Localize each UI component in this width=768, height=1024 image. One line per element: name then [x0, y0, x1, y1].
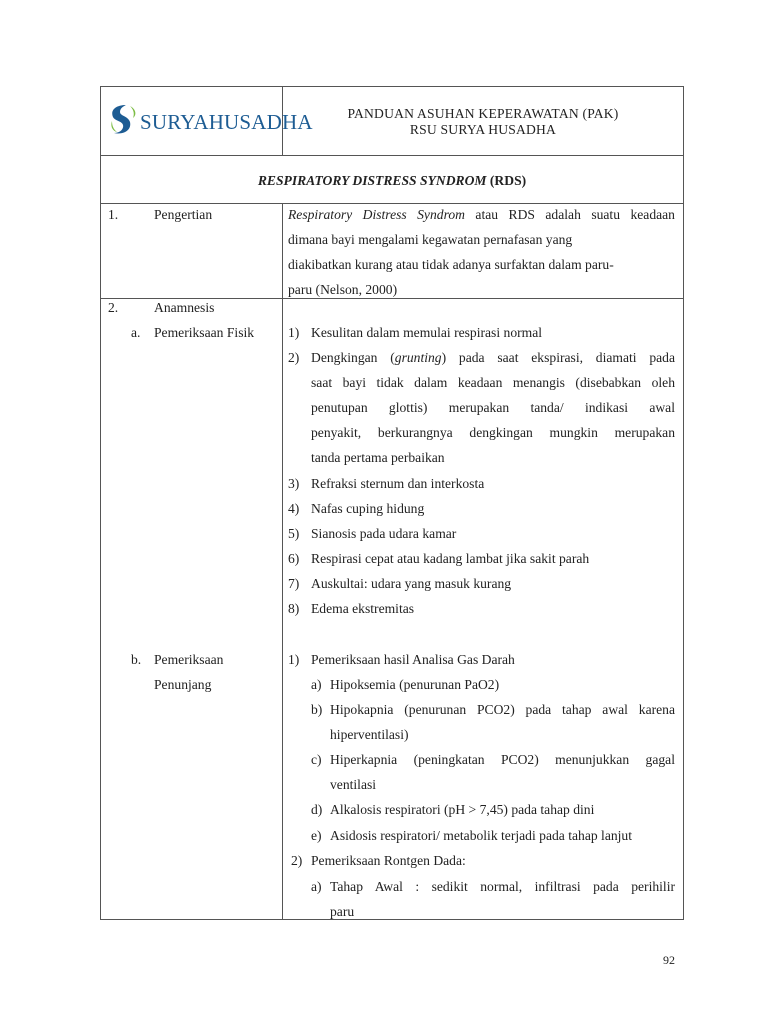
section1-line4: paru (Nelson, 2000) [288, 282, 398, 297]
table-right-border [683, 86, 684, 920]
section2-label: Anamnesis [154, 300, 215, 315]
penunjang-item-2-num: 2) [291, 853, 303, 868]
section1-bottom-border [100, 298, 684, 299]
fisik-item-5-num: 5) [288, 526, 300, 541]
title-italic: RESPIRATORY DISTRESS SYNDROM [257, 173, 487, 188]
logo-mark-icon [108, 103, 138, 135]
section1-line1 [288, 208, 675, 222]
title-bottom-border [100, 203, 684, 204]
fisik-item-2-line2: saat bayi tidak dalam keadaan menangis (disebabkan oleh [311, 375, 675, 390]
agd-e-letter: e) [311, 828, 322, 843]
logo-text: SURYAHUSADHA [140, 110, 313, 134]
fisik-item-5-text: Sianosis pada udara kamar [311, 526, 457, 541]
section2a-letter: a. [131, 325, 141, 340]
fisik-item-6-text: Respirasi cepat atau kadang lambat jika sakit parah [311, 551, 590, 566]
agd-a-letter: a) [311, 677, 322, 692]
fisik-item-7-num: 7) [288, 576, 300, 591]
section1-line3: diakibatkan kurang atau tidak adanya surfaktan dalam paru- [288, 257, 614, 272]
fisik-item-7-text: Auskultai: udara yang masuk kurang [311, 576, 512, 591]
fisik-item-1-num: 1) [288, 325, 300, 340]
table-bottom-border [100, 919, 684, 920]
agd-c-text: Hiperkapnia (peningkatan PCO2) menunjukkan gagal [330, 752, 675, 767]
penunjang-item-1-num: 1) [288, 652, 300, 667]
content-divider [282, 203, 283, 920]
fisik-item-8-text: Edema ekstremitas [311, 601, 415, 616]
header-line2: RSU SURYA HUSADHA [409, 122, 557, 137]
header-bottom-border [100, 155, 684, 156]
section1-line1-text: atau RDS adalah suatu keadaan [464, 207, 675, 222]
fisik-item-2-pre: Dengkingan ( [311, 350, 395, 365]
table-left-border [100, 86, 101, 920]
fisik-item-2-num: 2) [288, 350, 300, 365]
agd-b-cont: hiperventilasi) [330, 727, 409, 742]
rontgen-a-letter: a) [311, 879, 322, 894]
agd-a-text: Hipoksemia (penurunan PaO2) [330, 677, 500, 692]
fisik-item-8-num: 8) [288, 601, 300, 616]
fisik-item-2-line5: tanda pertama perbaikan [311, 450, 445, 465]
rontgen-a-text: Tahap Awal : sedikit normal, infiltrasi pada perihilir [330, 879, 675, 894]
fisik-item-3-num: 3) [288, 476, 300, 491]
section2b-letter: b. [131, 652, 142, 667]
fisik-item-2-line1 [311, 351, 675, 365]
fisik-item-4-text: Nafas cuping hidung [311, 501, 425, 516]
table-top-border [100, 86, 684, 87]
fisik-item-4-num: 4) [288, 501, 300, 516]
agd-b-text: Hipokapnia (penurunan PCO2) pada tahap awal karena [330, 702, 675, 717]
agd-d-text: Alkalosis respiratori (pH > 7,45) pada tahap dini [330, 802, 595, 817]
page-number: 92 [663, 953, 675, 967]
section1-line2: dimana bayi mengalami kegawatan pernafasan yang [288, 232, 573, 247]
section2a-label: Pemeriksaan Fisik [154, 325, 255, 340]
document-title [101, 173, 683, 189]
agd-d-letter: d) [311, 802, 323, 817]
agd-c-letter: c) [311, 752, 322, 767]
agd-b-letter: b) [311, 702, 323, 717]
rds-term: Respiratory Distress Syndrom [288, 207, 465, 222]
fisik-item-1-text: Kesulitan dalam memulai respirasi normal [311, 325, 543, 340]
fisik-item-3-text: Refraksi sternum dan interkosta [311, 476, 485, 491]
penunjang-item-2-text: Pemeriksaan Rontgen Dada: [311, 853, 466, 868]
penunjang-item-1-text: Pemeriksaan hasil Analisa Gas Darah [311, 652, 515, 667]
section2-number: 2. [108, 300, 119, 315]
fisik-item-2-post: ) pada saat ekspirasi, diamati pada [441, 350, 675, 365]
logo [108, 103, 313, 137]
agd-e-text: Asidosis respiratori/ metabolik terjadi pada tahap lanjut [330, 828, 633, 843]
section1-label: Pengertian [154, 207, 213, 222]
fisik-item-2-line4: penyakit, berkurangnya dengkingan mungkin merupakan [311, 425, 675, 440]
section1-number: 1. [108, 207, 119, 222]
grunting-term: grunting [394, 350, 442, 365]
rontgen-a-cont: paru [330, 904, 355, 919]
fisik-item-6-num: 6) [288, 551, 300, 566]
agd-c-cont: ventilasi [330, 777, 377, 792]
section2b-label2: Penunjang [154, 677, 212, 692]
section2b-label1: Pemeriksaan [154, 652, 224, 667]
fisik-item-2-line3: penutupan glottis) merupakan tanda/ indikasi awal [311, 400, 675, 415]
header-line1: PANDUAN ASUHAN KEPERAWATAN (PAK) [347, 106, 619, 121]
title-abbr: (RDS) [489, 173, 527, 188]
